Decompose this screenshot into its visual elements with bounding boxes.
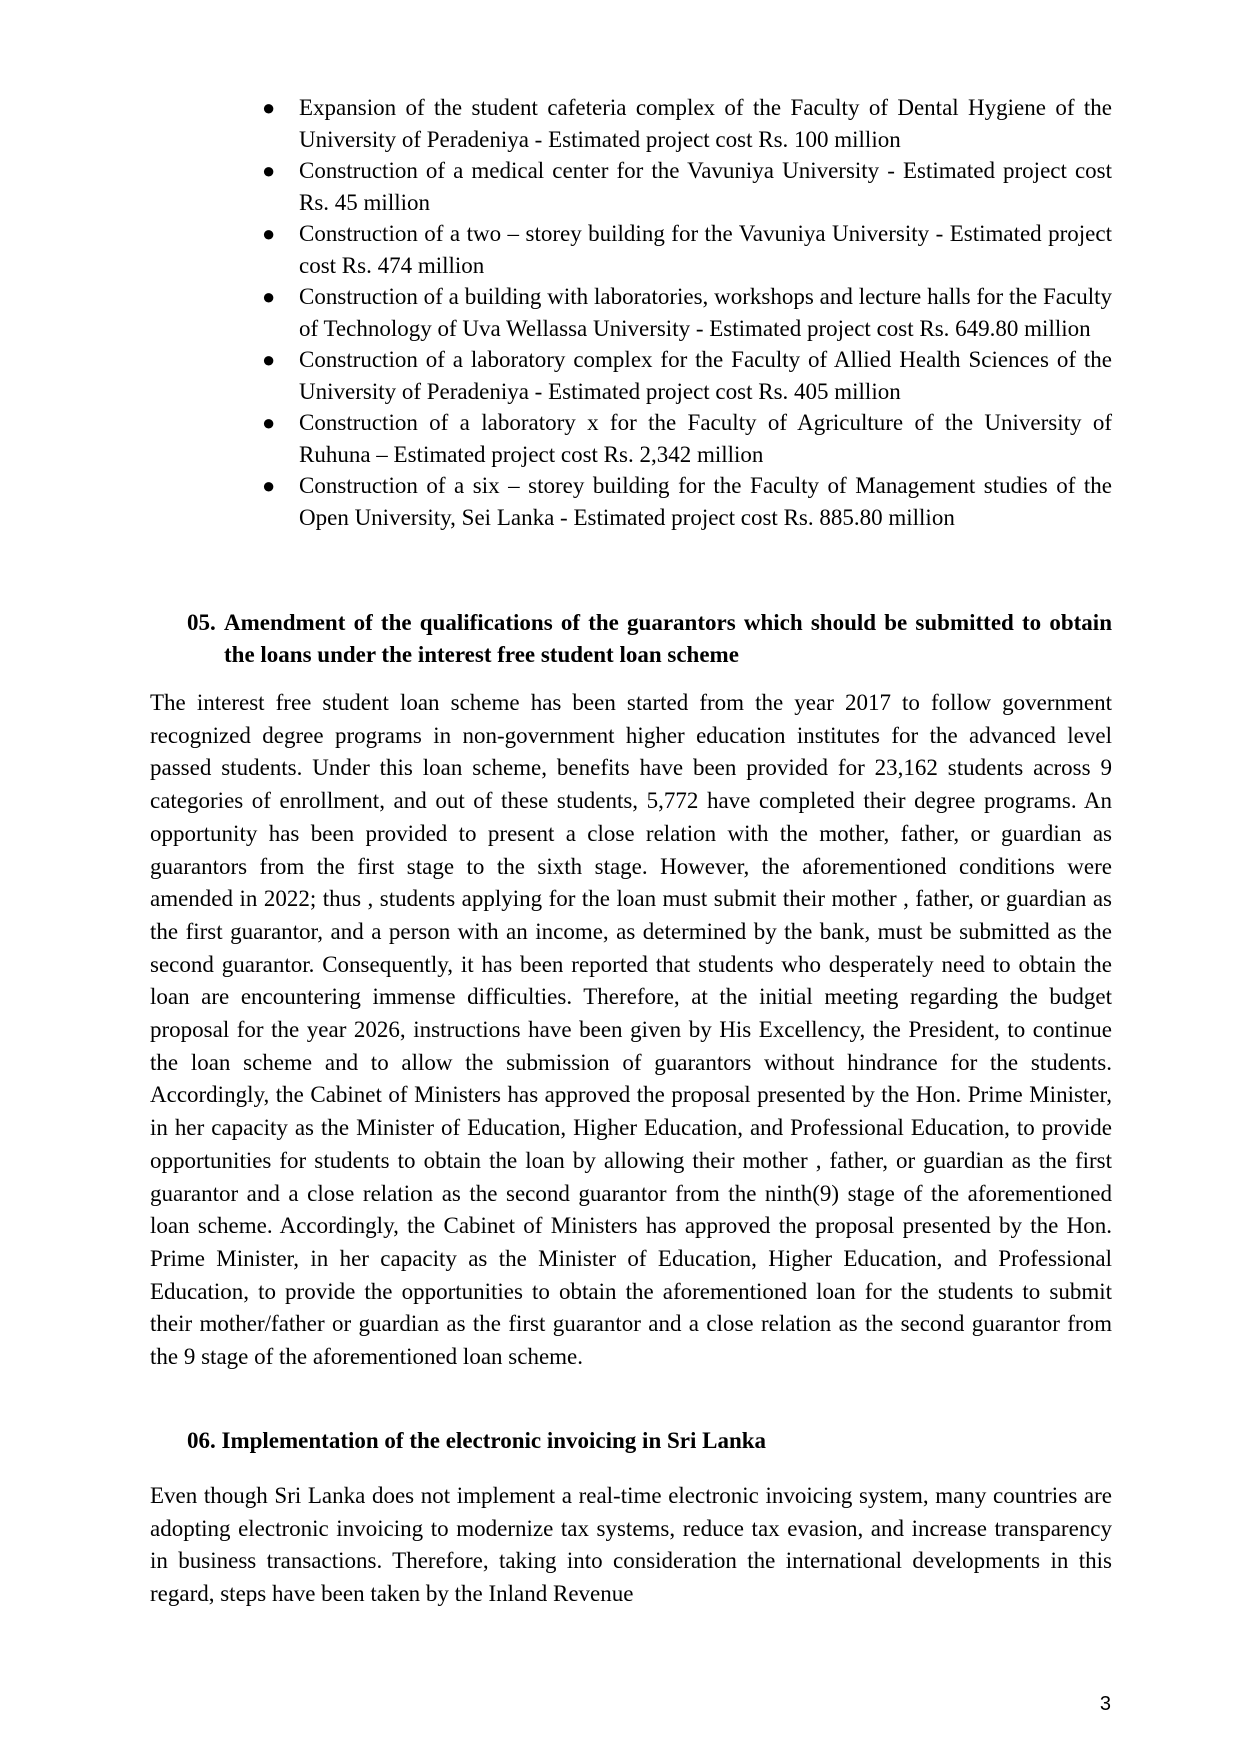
project-bullet-list bbox=[262, 92, 1112, 533]
list-item-text: Construction of a two – storey building for the Vavuniya University - Estimated project cost Rs. 474 million bbox=[299, 221, 1112, 278]
bullet-icon: ● bbox=[262, 158, 276, 183]
section-05-number: 05. bbox=[187, 610, 216, 635]
list-item bbox=[262, 155, 1112, 218]
list-item-text: Construction of a six – storey building for the Faculty of Management studies of the Open University, Sei Lanka - Estimated project cost Rs. 885.80 million bbox=[299, 473, 1112, 530]
section-06-body: Even though Sri Lanka does not implement a real-time electronic invoicing system, many countries are adopting electronic invoicing to modernize tax systems, reduce tax evasion, and increase transparency in business transactions. Therefore, taking into consideration the international developments in this regard, steps have been taken by the Inland Revenue bbox=[150, 1483, 1112, 1607]
list-item-text: Construction of a medical center for the Vavuniya University - Estimated project cost Rs. 45 million bbox=[299, 158, 1112, 215]
list-item-text: Expansion of the student cafeteria complex of the Faculty of Dental Hygiene of the University of Peradeniya - Estimated project cost Rs. 100 million bbox=[299, 95, 1112, 152]
list-item-text: Construction of a laboratory complex for the Faculty of Allied Health Sciences of the University of Peradeniya - Estimated project cost Rs. 405 million bbox=[299, 347, 1112, 404]
list-item-text: Construction of a laboratory x for the Faculty of Agriculture of the University of Ruhuna – Estimated project cost Rs. 2,342 million bbox=[299, 410, 1112, 467]
bullet-icon: ● bbox=[262, 221, 276, 246]
section-06-heading bbox=[187, 1425, 1112, 1457]
list-item bbox=[262, 407, 1112, 470]
list-item bbox=[262, 344, 1112, 407]
list-item bbox=[262, 470, 1112, 533]
list-item bbox=[262, 92, 1112, 155]
bullet-icon: ● bbox=[262, 473, 276, 498]
bullet-icon: ● bbox=[262, 347, 276, 372]
page-number: 3 bbox=[1099, 1693, 1111, 1715]
section-05-title: Amendment of the qualifications of the guarantors which should be submitted to obtain the loans under the interest free student loan scheme bbox=[224, 610, 1112, 667]
list-item-text: Construction of a building with laboratories, workshops and lecture halls for the Faculty of Technology of Uva Wellassa University - Estimated project cost Rs. 649.80 million bbox=[299, 284, 1112, 341]
list-item bbox=[262, 218, 1112, 281]
section-05-heading bbox=[187, 607, 1112, 670]
section-05-body: The interest free student loan scheme has been started from the year 2017 to follow government recognized degree programs in non-government higher education institutes for the advanced level passed students. Under this loan scheme, benefits have been provided for 23,162 students across 9 categories of enrollment, and out of these students, 5,772 have completed their degree programs. An opportunity has been provided to present a close relation with the mother, father, or guardian as guarantors from the first stage to the sixth stage. However, the aforementioned conditions were amended in 2022; thus , students applying for the loan must submit their mother , father, or guardian as the first guarantor, and a person with an income, as determined by the bank, must be submitted as the second guarantor. Consequently, it has been reported that students who desperately need to obtain the loan are encountering immense difficulties. Therefore, at the initial meeting regarding the budget proposal for the year 2026, instructions have been given by His Excellency, the President, to continue the loan scheme and to allow the submission of guarantors without hindrance for the students. Accordingly, the Cabinet of Ministers has approved the proposal presented by the Hon. Prime Minister, in her capacity as the Minister of Education, Higher Education, and Professional Education, to provide opportunities for students to obtain the loan by allowing their mother , father, or guardian as the first guarantor and a close relation as the second guarantor from the ninth(9) stage of the aforementioned loan scheme. Accordingly, the Cabinet of Ministers has approved the proposal presented by the Hon. Prime Minister, in her capacity as the Minister of Education, Higher Education, and Professional Education, to provide the opportunities to obtain the aforementioned loan for the students to submit their mother/father or guardian as the first guarantor and a close relation as the second guarantor from the 9 stage of the aforementioned loan scheme. bbox=[150, 690, 1112, 1370]
list-item bbox=[262, 281, 1112, 344]
bullet-icon: ● bbox=[262, 410, 276, 435]
section-06-title: Implementation of the electronic invoicing in Sri Lanka bbox=[221, 1428, 767, 1453]
bullet-icon: ● bbox=[262, 284, 276, 309]
section-06-number: 06. bbox=[187, 1428, 216, 1453]
bullet-icon: ● bbox=[262, 95, 276, 120]
